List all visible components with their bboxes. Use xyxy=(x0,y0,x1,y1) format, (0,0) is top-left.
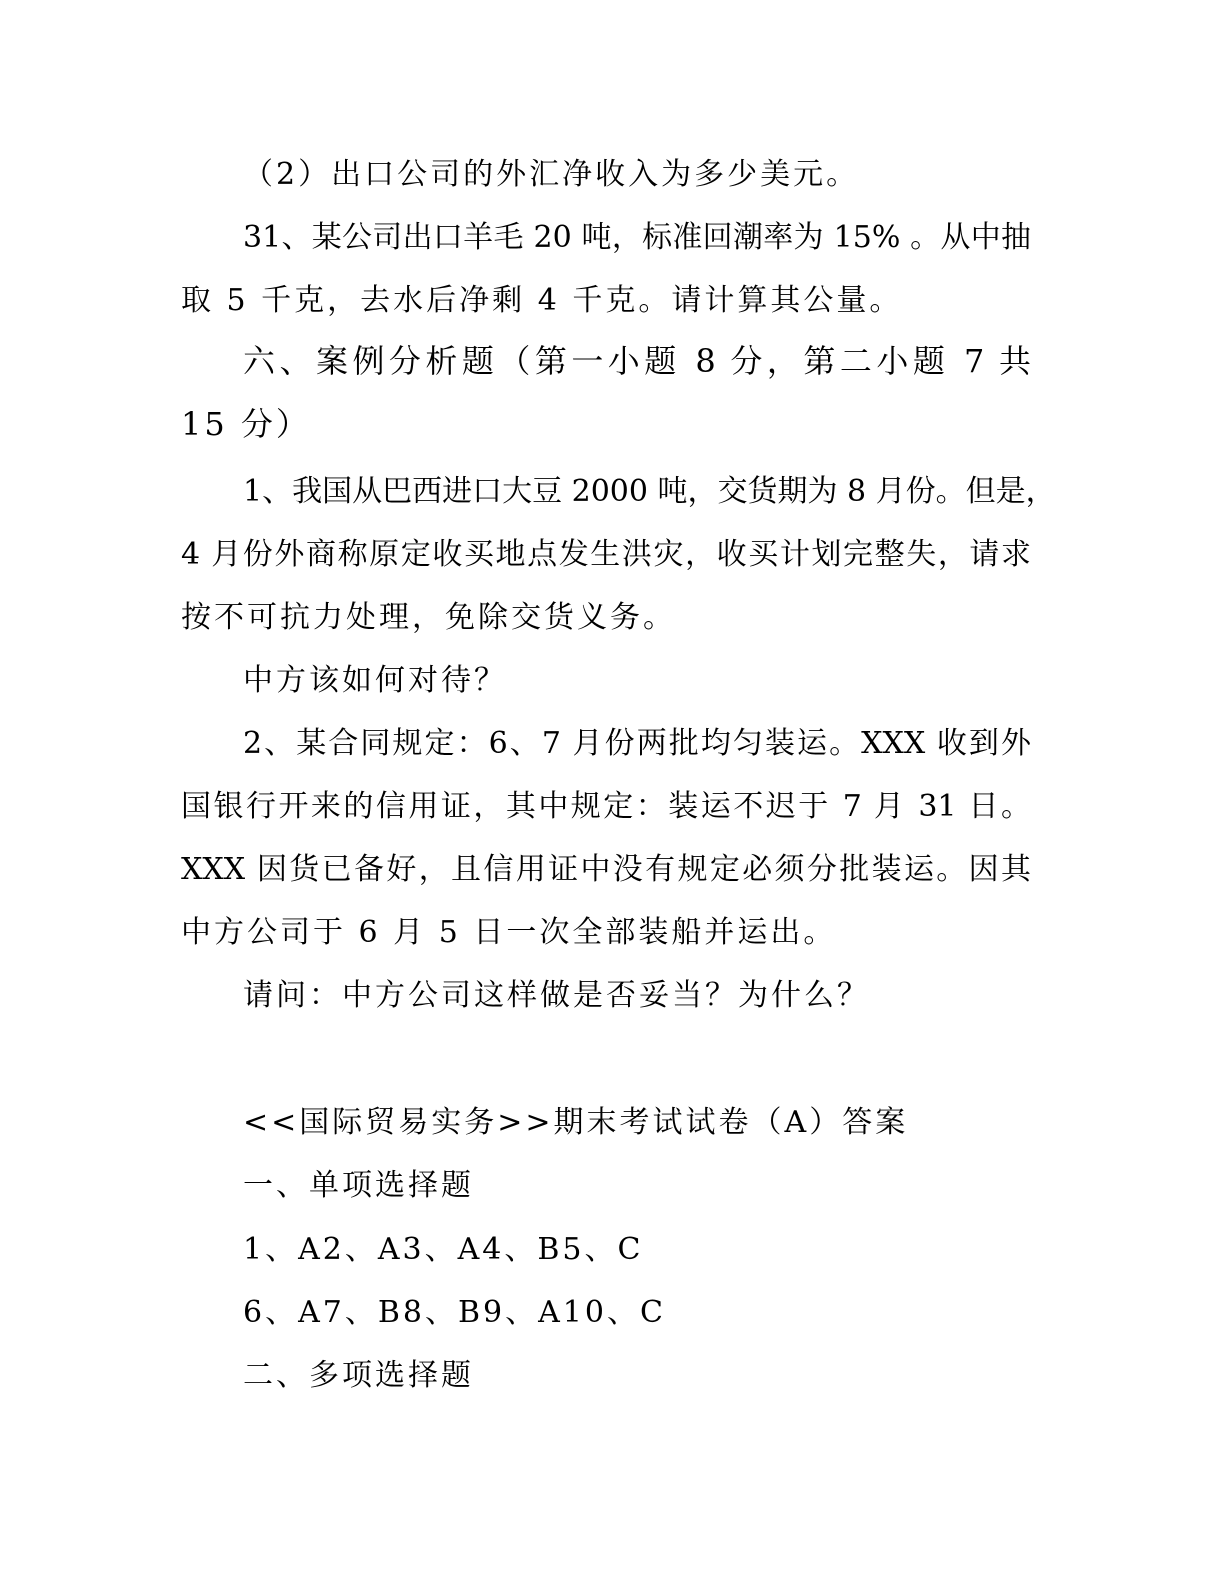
answer-section-2-heading: 二、多项选择题 xyxy=(243,1358,474,1393)
case-2-line-3: XXX 因货已备好，且信用证中没有规定必须分批装运。因其 xyxy=(181,852,1031,887)
case-1-line-1: 1、我国从巴西进口大豆 2000 吨，交货期为 8 月份。但是， xyxy=(243,474,1056,509)
case-1-line-2: 4 月份外商称原定收买地点发生洪灾，收买计划完整失，请求 xyxy=(181,537,1031,572)
answer-section-1-heading: 一、单项选择题 xyxy=(243,1168,474,1203)
case-2-question: 请问：中方公司这样做是否妥当？为什么？ xyxy=(243,978,870,1013)
answer-row-1-5: 1、A2、A3、A4、B5、C xyxy=(243,1232,644,1267)
question-31-line-2: 取 5 千克，去水后净剩 4 千克。请计算其公量。 xyxy=(181,283,903,318)
case-1-line-3: 按不可抗力处理，免除交货义务。 xyxy=(181,600,676,635)
case-2-line-1: 2、某合同规定：6、7 月份两批均匀装运。XXX 收到外 xyxy=(243,726,1031,761)
case-1-question: 中方该如何对待？ xyxy=(243,663,507,698)
answer-key-title: <<国际贸易实务>>期末考试试卷（A）答案 xyxy=(243,1105,909,1140)
question-31-line-1: 31、某公司出口羊毛 20 吨，标准回潮率为 15% 。从中抽 xyxy=(243,220,1031,255)
case-2-line-2: 国银行开来的信用证，其中规定：装运不迟于 7 月 31 日。 xyxy=(181,789,1031,824)
section-6-heading-cont: 15 分） xyxy=(181,405,311,443)
case-2-line-4: 中方公司于 6 月 5 日一次全部装船并运出。 xyxy=(181,915,837,950)
question-30-part-2: （2）出口公司的外汇净收入为多少美元。 xyxy=(243,157,860,192)
section-6-heading: 六、案例分析题（第一小题 8 分，第二小题 7 共 xyxy=(243,342,1031,380)
answer-row-6-10: 6、A7、B8、B9、A10、C xyxy=(243,1295,666,1330)
